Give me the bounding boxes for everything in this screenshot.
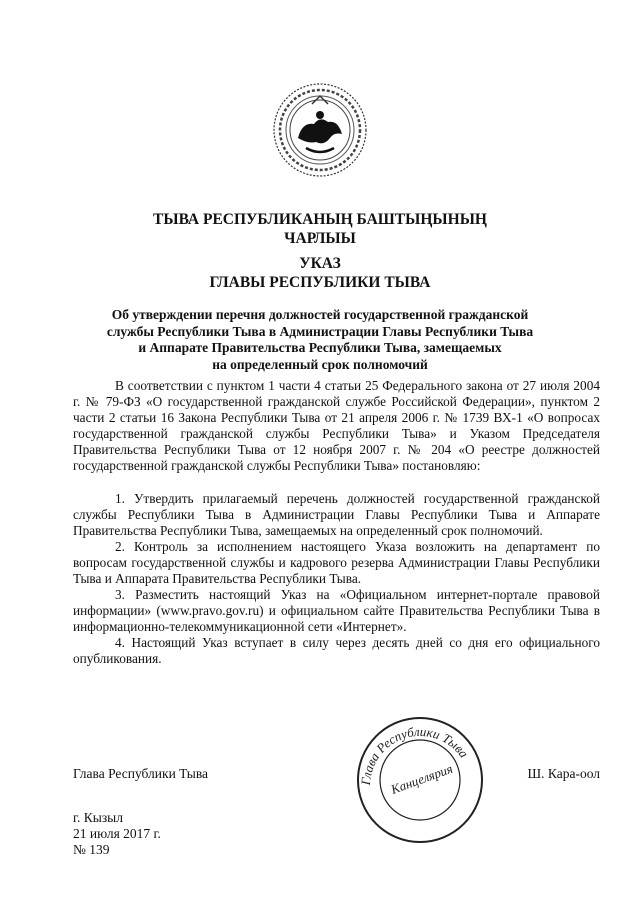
footer-date: 21 июля 2017 г. (73, 826, 161, 841)
office-stamp (352, 712, 488, 848)
header-line-2: ЧАРЛЫЫ (284, 230, 356, 247)
title-line-2: службы Республики Тыва в Администрации Главы Республики Тыва (106, 323, 534, 339)
signatory-position: Глава Республики Тыва (73, 766, 209, 781)
stamp-ring-text: Глава Республики Тыва (357, 723, 472, 786)
document-body (73, 378, 600, 666)
item-4-paragraph: 4. Настоящий Указ вступает в силу через десять дней со дня его официального опубликования. (73, 634, 600, 666)
document-footer (73, 810, 161, 858)
header-line-3: УКАЗ (299, 255, 341, 272)
header-line-1: ТЫВА РЕСПУБЛИКАНЫҢ БАШТЫҢЫНЫҢ (153, 211, 487, 228)
header-title-russian (60, 254, 580, 292)
header-line-4: ГЛАВЫ РЕСПУБЛИКИ ТЫВА (209, 274, 431, 291)
title-line-1: Об утверждении перечня должностей государственной гражданской (111, 307, 529, 322)
item-1-paragraph: 1. Утвердить прилагаемый перечень должностей государственной гражданской службы Республики Тыва в Администрации Главы Республики Тыва и Аппарате Правительства Республики Тыва, замещаемых на определенный срок полномочий. (73, 491, 600, 539)
title-line-4: на определенный срок полномочий (212, 356, 428, 372)
footer-number: № 139 (73, 842, 110, 857)
document-title (60, 307, 580, 373)
footer-city: г. Кызыл (73, 810, 123, 825)
coat-of-arms-emblem (272, 82, 368, 178)
signatory-name: Ш. Кара-оол (527, 766, 600, 781)
header-title-tuvan (60, 210, 580, 248)
stamp-center-text: Канцелярия (388, 760, 455, 797)
preamble-paragraph: В соответствии с пунктом 1 части 4 статьи 25 Федерального закона от 27 июля 2004 г. № 79-ФЗ «О государственной гражданской службе Российской Федерации», пунктом 2 части 2 статьи 16 Закона Республики Тыва от 21 апреля 2006 г. № 1739 ВХ-1 «О вопросах государственной гражданской службы Республики Тыва» и Указом Председателя Правительства Республики Тыва от 12 ноября 2007 г. № 204 «О реестре должностей государственной гражданской службы Республики Тыва» постановляю: (73, 378, 600, 473)
item-2-paragraph: 2. Контроль за исполнением настоящего Указа возложить на департамент по вопросам государственной службы и кадрового резерва Администрации Главы Республики Тыва и Аппарата Правительства Республики Тыва. (73, 539, 600, 586)
title-line-3: и Аппарате Правительства Республики Тыва, замещаемых (138, 340, 502, 355)
item-3-paragraph: 3. Разместить настоящий Указ на «Официальном интернет-портале правовой информации» (www.pravo.gov.ru) и официальном сайте Правительства Республики Тыва в информационно-телекоммуникационной сети «Интернет». (73, 586, 600, 634)
